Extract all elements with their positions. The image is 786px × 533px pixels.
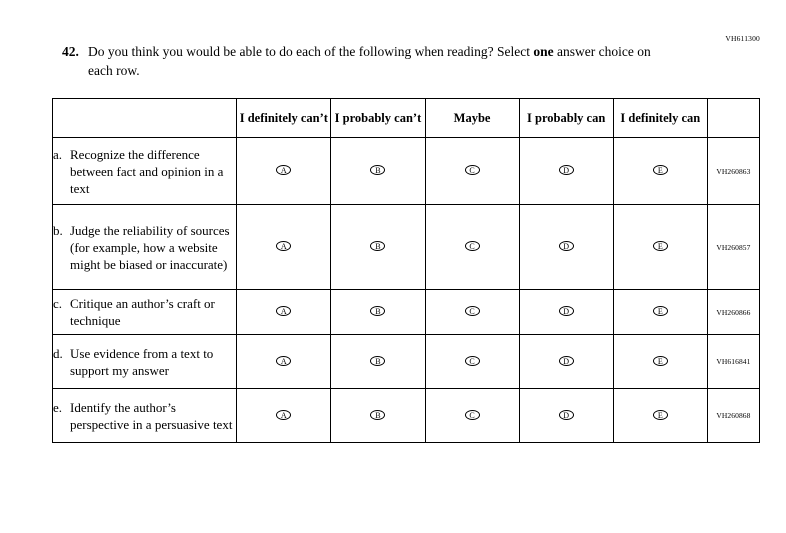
option-d-definitely-cant[interactable] (237, 335, 331, 389)
option-e-definitely-cant[interactable] (237, 389, 331, 443)
radio-bubble[interactable] (465, 165, 480, 175)
table-row (53, 335, 760, 389)
row-text-a: Recognize the difference between fact and opinion in a text (70, 146, 224, 196)
row-text-d: Use evidence from a text to support my answer (70, 345, 214, 378)
row-letter-c: c. (53, 296, 63, 311)
radio-bubble[interactable] (276, 356, 291, 366)
question-text-part2: answer choice on each row. (88, 44, 651, 78)
response-matrix-table (52, 98, 760, 443)
radio-bubble[interactable] (559, 410, 574, 420)
header-definitely-cant: I definitely can’t (237, 99, 331, 138)
bubble-letter: D (563, 410, 570, 420)
option-b-definitely-cant[interactable] (237, 205, 331, 290)
question-text-emphasis: one (533, 44, 554, 59)
bubble-letter: E (657, 356, 663, 366)
option-e-probably-cant[interactable] (331, 389, 425, 443)
bubble-letter: B (375, 307, 381, 316)
option-a-definitely-can[interactable] (613, 138, 707, 205)
header-probably-cant: I probably can’t (331, 99, 425, 138)
row-code-c: VH260866 (707, 290, 759, 335)
row-stem-b (53, 205, 237, 290)
radio-bubble[interactable] (559, 241, 574, 251)
bubble-letter: D (563, 307, 570, 316)
bubble-letter: E (657, 166, 663, 175)
radio-bubble[interactable] (465, 356, 480, 366)
option-d-definitely-can[interactable] (613, 335, 707, 389)
header-blank-right (707, 99, 759, 138)
radio-bubble[interactable] (276, 241, 291, 251)
radio-bubble[interactable] (653, 410, 668, 420)
radio-bubble[interactable] (653, 356, 668, 366)
bubble-letter: C (469, 307, 475, 316)
option-c-maybe[interactable] (425, 290, 519, 335)
option-c-probably-can[interactable] (519, 290, 613, 335)
option-c-probably-cant[interactable] (331, 290, 425, 335)
radio-bubble[interactable] (465, 306, 480, 316)
header-definitely-can: I definitely can (613, 99, 707, 138)
question-prompt (62, 42, 682, 80)
row-letter-a: a. (53, 146, 63, 162)
bubble-letter: B (375, 242, 381, 251)
option-a-probably-can[interactable] (519, 138, 613, 205)
bubble-letter: C (469, 410, 475, 420)
question-text-part1: Do you think you would be able to do each of the following when reading? Select (88, 44, 534, 59)
radio-bubble[interactable] (370, 356, 385, 366)
row-letter-d: d. (53, 345, 63, 361)
table-header-row (53, 99, 760, 138)
row-text-b: Judge the reliability of sources (for example, how a website might be biased or inaccurate) (70, 222, 230, 272)
option-b-probably-cant[interactable] (331, 205, 425, 290)
row-code-a: VH260863 (707, 138, 759, 205)
option-e-maybe[interactable] (425, 389, 519, 443)
bubble-letter: E (657, 410, 663, 420)
option-b-definitely-can[interactable] (613, 205, 707, 290)
question-number: 42. (62, 44, 79, 59)
option-a-maybe[interactable] (425, 138, 519, 205)
radio-bubble[interactable] (370, 410, 385, 420)
item-code-top-right: VH611300 (725, 34, 760, 43)
option-a-probably-cant[interactable] (331, 138, 425, 205)
row-code-d: VH616841 (707, 335, 759, 389)
bubble-letter: A (280, 307, 287, 316)
row-code-b: VH260857 (707, 205, 759, 290)
table-row (53, 138, 760, 205)
table-row (53, 389, 760, 443)
bubble-letter: D (563, 166, 570, 175)
row-stem-d (53, 335, 237, 389)
table-row (53, 290, 760, 335)
radio-bubble[interactable] (559, 306, 574, 316)
bubble-letter: C (469, 356, 475, 366)
row-text-c: Critique an author’s craft or technique (70, 296, 215, 328)
option-e-definitely-can[interactable] (613, 389, 707, 443)
radio-bubble[interactable] (276, 306, 291, 316)
option-e-probably-can[interactable] (519, 389, 613, 443)
row-letter-e: e. (53, 399, 63, 415)
radio-bubble[interactable] (370, 241, 385, 251)
radio-bubble[interactable] (653, 241, 668, 251)
row-stem-a (53, 138, 237, 205)
radio-bubble[interactable] (276, 410, 291, 420)
row-stem-e (53, 389, 237, 443)
option-d-probably-cant[interactable] (331, 335, 425, 389)
radio-bubble[interactable] (465, 241, 480, 251)
row-text-e: Identify the author’s perspective in a persuasive text (70, 399, 233, 432)
bubble-letter: B (375, 410, 381, 420)
bubble-letter: B (375, 356, 381, 366)
bubble-letter: C (469, 242, 475, 251)
header-maybe: Maybe (425, 99, 519, 138)
bubble-letter: A (280, 166, 287, 175)
radio-bubble[interactable] (465, 410, 480, 420)
option-c-definitely-can[interactable] (613, 290, 707, 335)
radio-bubble[interactable] (559, 356, 574, 366)
option-d-probably-can[interactable] (519, 335, 613, 389)
header-probably-can: I probably can (519, 99, 613, 138)
radio-bubble[interactable] (653, 306, 668, 316)
bubble-letter: A (280, 356, 287, 366)
header-blank-left (53, 99, 237, 138)
bubble-letter: D (563, 242, 570, 251)
option-d-maybe[interactable] (425, 335, 519, 389)
radio-bubble[interactable] (370, 306, 385, 316)
row-letter-b: b. (53, 222, 63, 238)
table-row (53, 205, 760, 290)
option-a-definitely-cant[interactable] (237, 138, 331, 205)
option-c-definitely-cant[interactable] (237, 290, 331, 335)
option-b-maybe[interactable] (425, 205, 519, 290)
row-code-e: VH260868 (707, 389, 759, 443)
radio-bubble[interactable] (653, 165, 668, 175)
radio-bubble[interactable] (276, 165, 291, 175)
bubble-letter: E (657, 242, 663, 251)
bubble-letter: D (563, 356, 570, 366)
option-b-probably-can[interactable] (519, 205, 613, 290)
radio-bubble[interactable] (559, 165, 574, 175)
row-stem-c (53, 290, 237, 335)
radio-bubble[interactable] (370, 165, 385, 175)
bubble-letter: C (469, 166, 475, 175)
bubble-letter: A (280, 410, 287, 420)
bubble-letter: A (280, 242, 287, 251)
bubble-letter: E (657, 307, 663, 316)
bubble-letter: B (375, 166, 381, 175)
question-text (88, 42, 678, 80)
